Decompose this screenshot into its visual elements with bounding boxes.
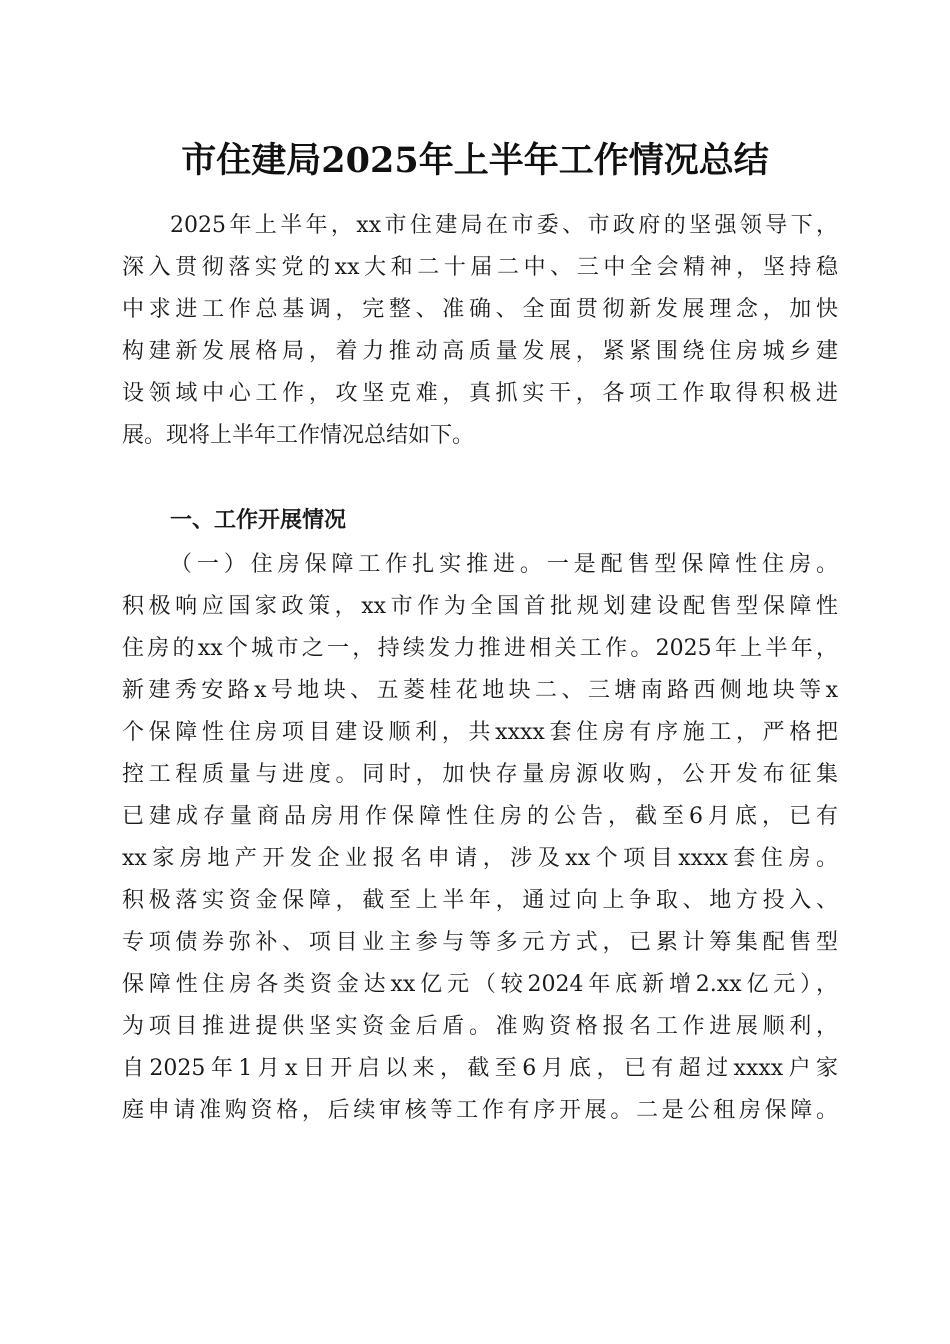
paragraph-2-line: （一）住房保障工作扎实推进。一是配售型保障性住房。 — [170, 552, 838, 577]
paragraph-2-line: 积极响应国家政策，xx市作为全国首批规划建设配售型保障性 — [122, 594, 838, 619]
paragraph-2-line: xx家房地产开发企业报名申请，涉及xx个项目xxxx套住房。 — [122, 846, 838, 871]
paragraph-2-line: 积极落实资金保障，截至上半年，通过向上争取、地方投入、 — [122, 888, 838, 913]
paragraph-2-line: 为项目推进提供坚实资金后盾。准购资格报名工作进展顺利， — [122, 1014, 838, 1039]
paragraph-2-line: 个保障性住房项目建设顺利，共xxxx套住房有序施工，严格把 — [122, 720, 838, 745]
paragraph-2-line: 专项债券弥补、项目业主参与等多元方式，已累计筹集配售型 — [122, 930, 838, 955]
paragraph-2-line: 自2025年1月x日开启以来，截至6月底，已有超过xxxx户家 — [122, 1056, 838, 1081]
paragraph-2-line: 控工程质量与进度。同时，加快存量房源收购，公开发布征集 — [122, 762, 838, 787]
paragraph-2-line: 新建秀安路x号地块、五菱桂花地块二、三塘南路西侧地块等x — [122, 678, 838, 703]
paragraph-1-line: 构建新发展格局，着力推动高质量发展，紧紧围绕住房城乡建 — [122, 339, 838, 364]
paragraph-1-line: 2025年上半年，xx市住建局在市委、市政府的坚强领导下， — [170, 213, 838, 238]
paragraph-1-line: 设领域中心工作，攻坚克难，真抓实干，各项工作取得积极进 — [122, 381, 838, 406]
paragraph-1-line: 展。现将上半年工作情况总结如下。 — [122, 423, 475, 448]
paragraph-1-line: 中求进工作总基调，完整、准确、全面贯彻新发展理念，加快 — [122, 297, 838, 322]
document-title: 市住建局2025年上半年工作情况总结 — [181, 140, 769, 181]
paragraph-2-line: 保障性住房各类资金达xx亿元（较2024年底新增2.xx亿元）， — [122, 972, 838, 997]
paragraph-2-line: 已建成存量商品房用作保障性住房的公告，截至6月底，已有 — [122, 804, 838, 829]
paragraph-2-line: 住房的xx个城市之一，持续发力推进相关工作。2025年上半年， — [122, 636, 838, 661]
paragraph-1-line: 深入贯彻落实党的xx大和二十届二中、三中全会精神，坚持稳 — [122, 255, 838, 280]
paragraph-2-line: 庭申请准购资格，后续审核等工作有序开展。二是公租房保障。 — [122, 1098, 838, 1123]
section-heading: 一、工作开展情况 — [170, 508, 347, 533]
